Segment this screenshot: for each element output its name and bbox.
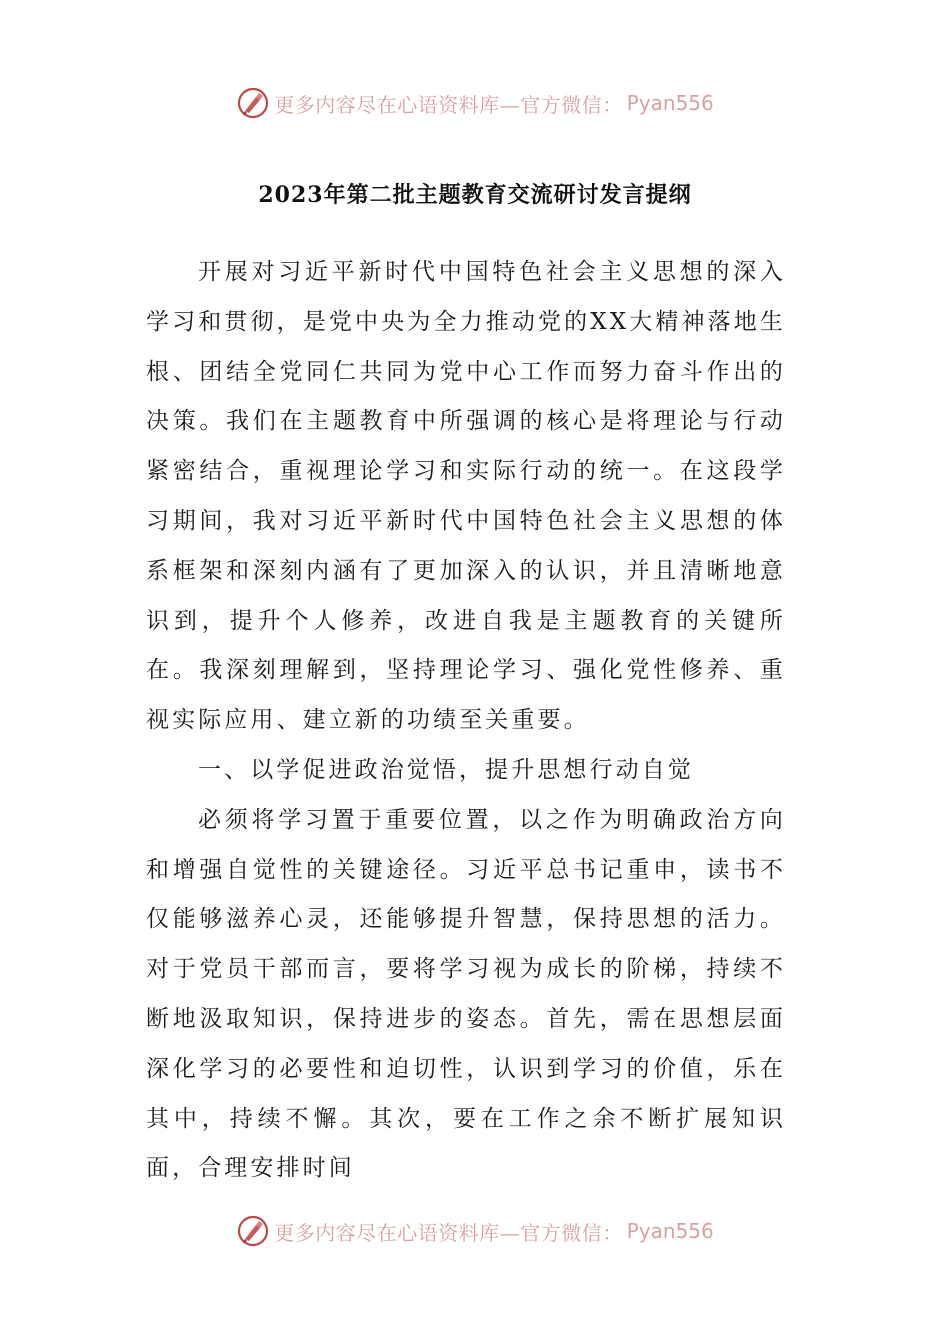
watermark-wechat-id: Pyan556	[626, 91, 714, 115]
document-title: 2023年第二批主题教育交流研讨发言提纲	[258, 182, 692, 208]
header-watermark	[0, 83, 950, 123]
watermark-text: 更多内容尽在心语资料库—官方微信：	[274, 92, 623, 117]
pen-nib-circle-icon	[236, 1214, 270, 1248]
pen-nib-circle-icon	[236, 86, 270, 120]
footer-watermark	[0, 1211, 950, 1251]
watermark-text: 更多内容尽在心语资料库—官方微信：	[274, 1220, 623, 1245]
body-paragraph: 开展对习近平新时代中国特色社会主义思想的深入学习和贯彻，是党中央为全力推动党的XX大精神落地生根、团结全党同仁共同为党中心工作而努力奋斗作出的决策。我们在主题教育中所强调的核心是将理论与行动紧密结合，重视理论学习和实际行动的统一。在这段学习期间，我对习近平新时代中国特色社会主义思想的体系框架和深刻内涵有了更加深入的认识，并且清晰地意识到，提升个人修养，改进自我是主题教育的关键所在。我深刻理解到，坚持理论学习、强化党性修养、重视实际应用、建立新的功绩至关重要。	[146, 259, 786, 734]
body-paragraph: 必须将学习置于重要位置，以之作为明确政治方向和增强自觉性的关键途径。习近平总书记重申，读书不仅能够滋养心灵，还能够提升智慧，保持思想的活力。对于党员干部而言，要将学习视为成长的阶梯，持续不断地汲取知识，保持进步的姿态。首先，需在思想层面深化学习的必要性和迫切性，认识到学习的价值，乐在其中，持续不懈。其次，要在工作之余不断扩展知识面，合理安排时间	[146, 806, 786, 1182]
document-body	[146, 248, 786, 1194]
section-heading: 一、以学促进政治觉悟，提升思想行动自觉	[198, 756, 694, 783]
watermark-wechat-id: Pyan556	[626, 1219, 714, 1243]
